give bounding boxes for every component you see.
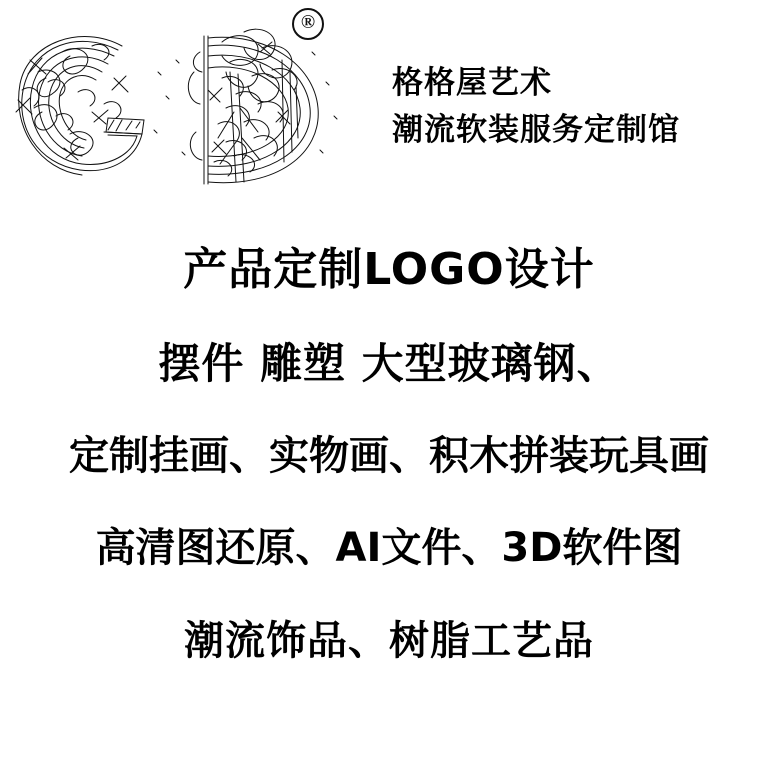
- brand-name-block: [392, 62, 772, 152]
- service-line-3: 定制挂画、实物画、积木拼装玩具画: [69, 433, 709, 479]
- service-line-4: 高清图还原、AI文件、3D软件图: [95, 525, 683, 571]
- service-line-2: 摆件 雕塑 大型玻璃钢、: [158, 339, 620, 388]
- service-line-1: 产品定制LOGO设计: [183, 244, 595, 295]
- brand-name-secondary: 潮流软装服务定制馆: [392, 112, 680, 148]
- service-line-5: 潮流饰品、树脂工艺品: [184, 618, 594, 664]
- poster-header: [0, 0, 778, 210]
- service-list: [0, 222, 778, 688]
- brand-name-primary: 格格屋艺术: [392, 65, 552, 101]
- scribble-gd-logo-icon: [8, 12, 368, 202]
- registered-trademark-icon: ®: [292, 8, 324, 40]
